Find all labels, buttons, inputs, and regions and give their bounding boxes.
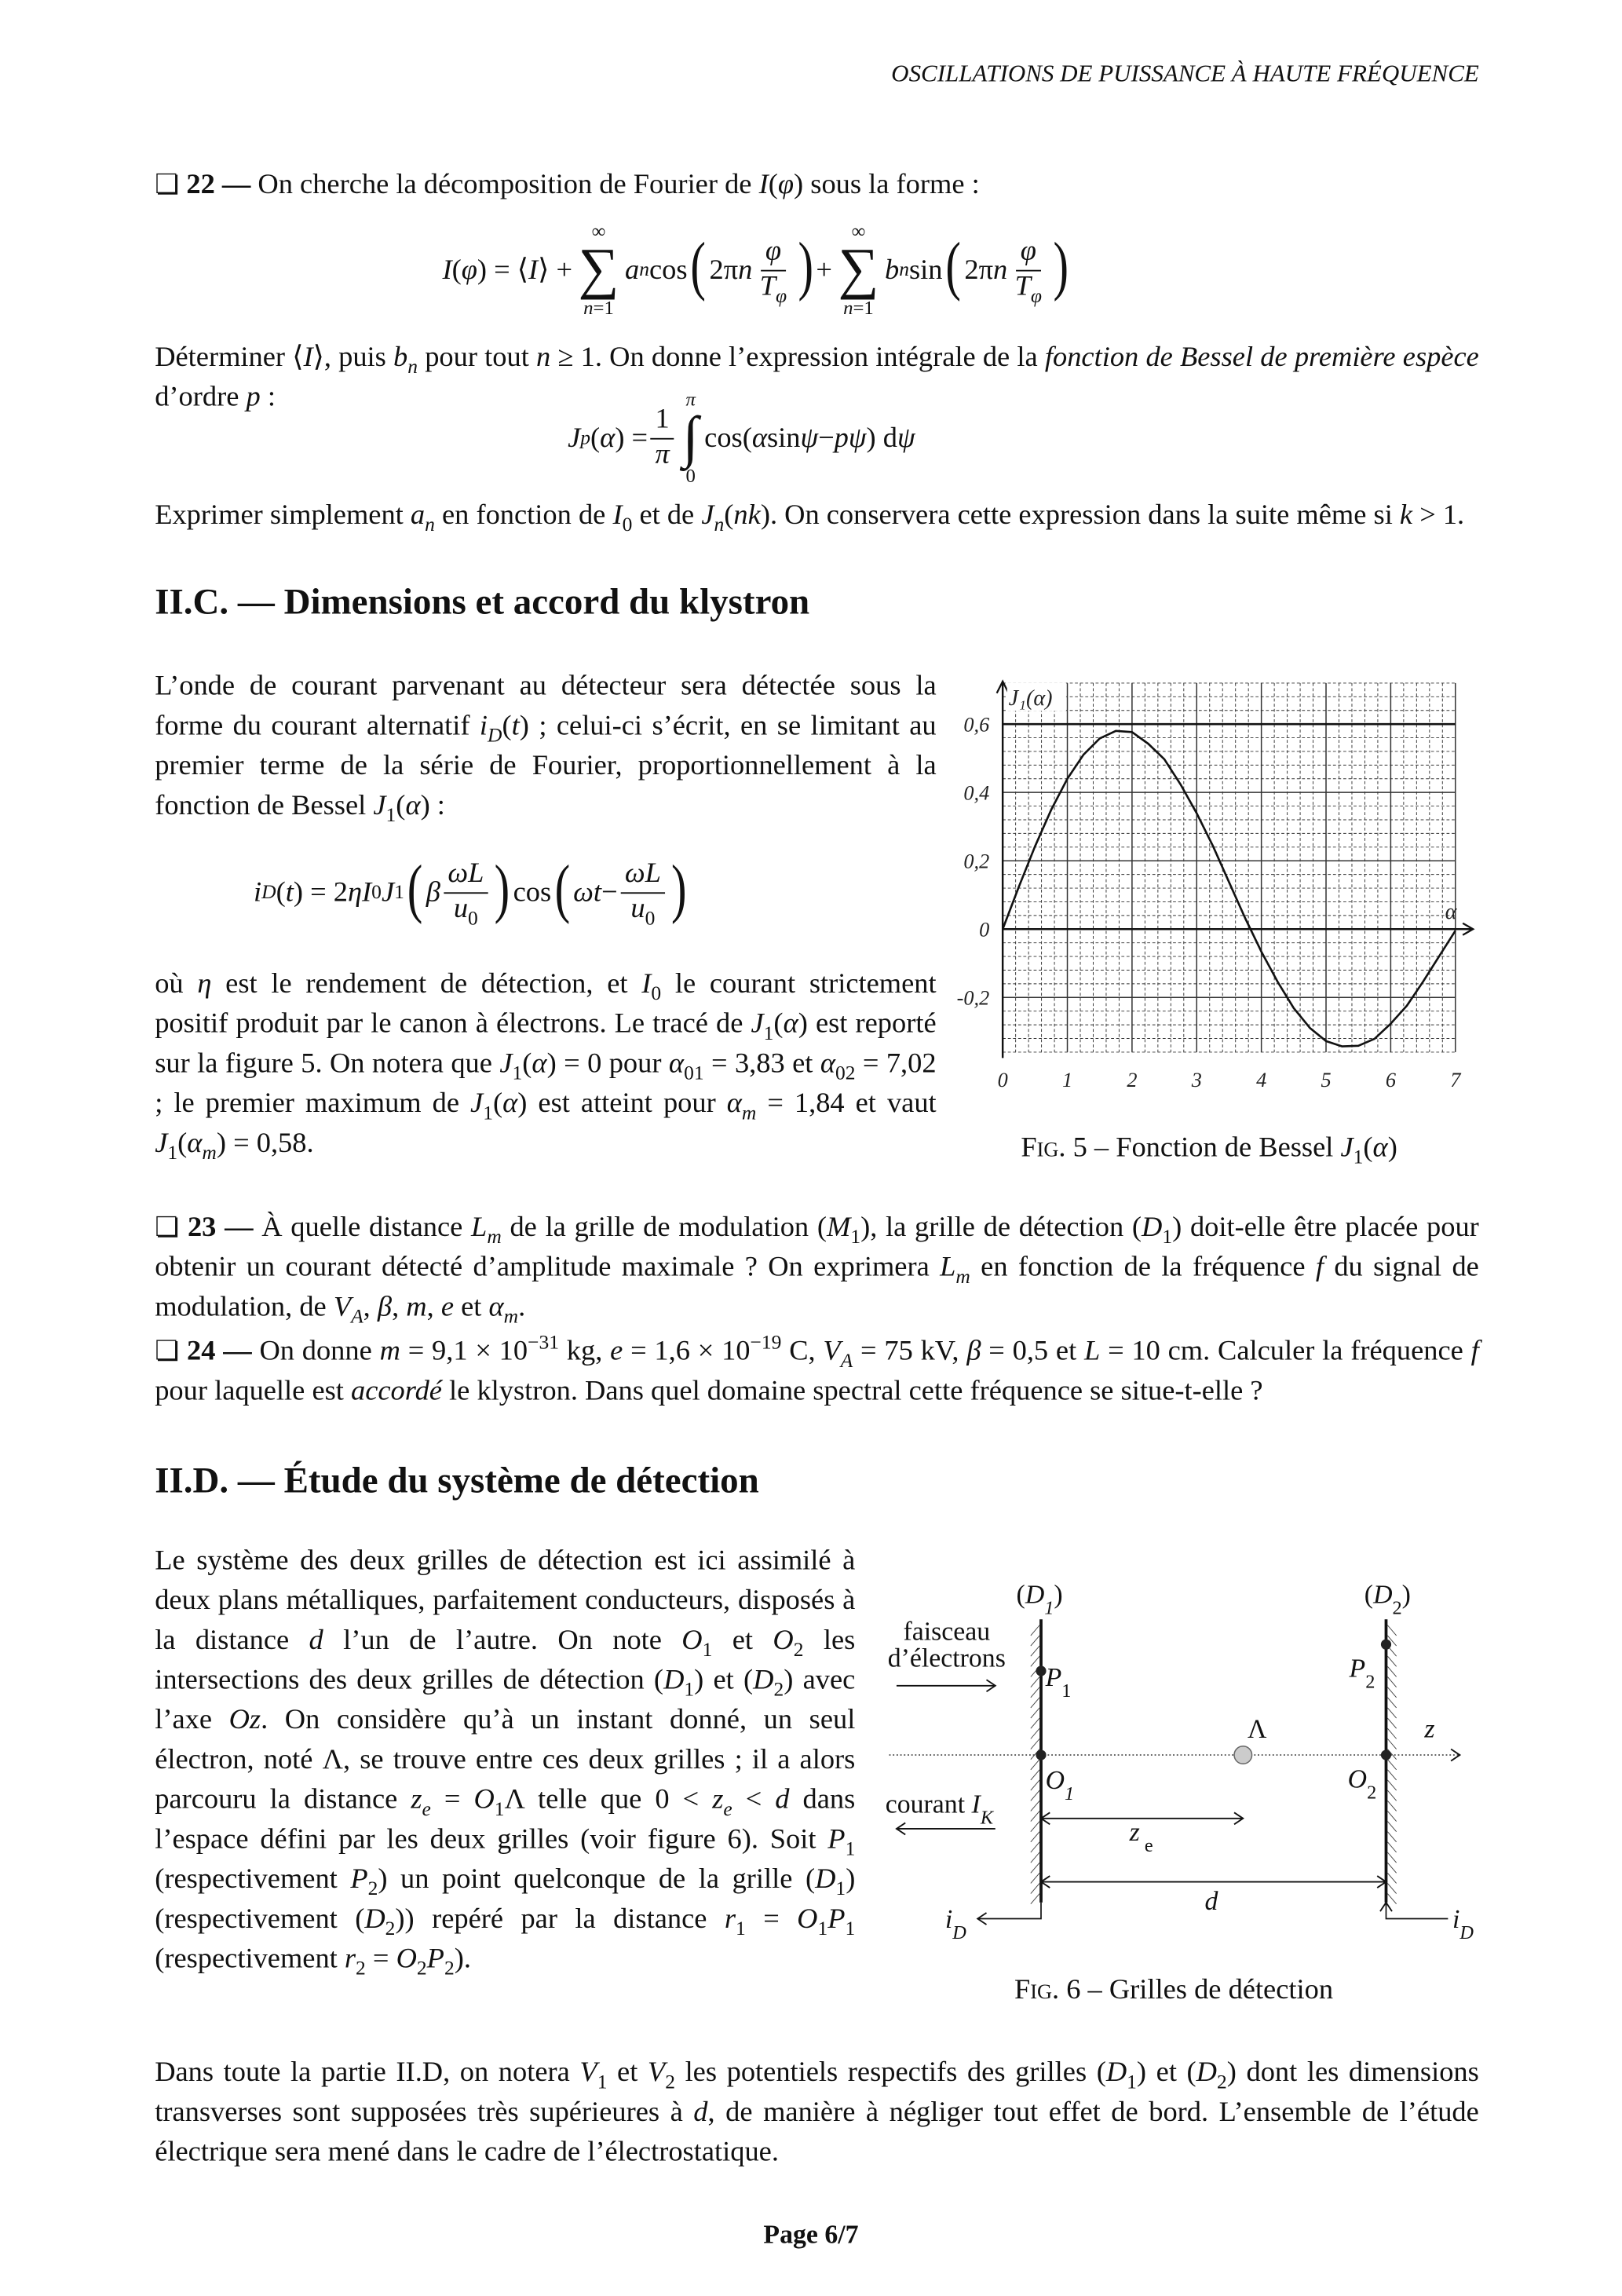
- label-ze: z $_e$: [1129, 1817, 1153, 1856]
- hatch-d1: [1031, 1656, 1039, 1666]
- bessel-plot-paragraph: où η est le rendement de détection, et $I_0$ le courant strictement positif produit par le canon à électrons. Le tracé de $J_1(\alpha)$ est reporté sur la figure 5. On notera que $J_1(\alpha) = 0$ pour $\alpha_{01} = 3,83$ et $\alpha_{02} = 7,02$ ; le premier maximum de $J_1(\alpha)$ est atteint pour $\alpha_m = 1,84$ et vaut $J_1(\alpha_m) = 0,58$.: [155, 968, 937, 1164]
- detection-grids-diagram: [886, 1581, 1474, 1943]
- y-tick-label: 0,2: [963, 850, 990, 873]
- hatch-d2: [1387, 1718, 1396, 1728]
- hatch-d1: [1031, 1852, 1039, 1863]
- hatch-d1: [1031, 1738, 1039, 1749]
- bessel-integral-equation: J p ( α ) = $\frac{1}{\pi}$ π ∫ 0 cos( α sin ψ − pψ ) d ψ: [568, 388, 915, 488]
- fraction: $\frac{\omega L}{u_0}$: [444, 858, 488, 926]
- hatch-d2: [1387, 1811, 1396, 1821]
- x-axis-label: α: [1445, 900, 1457, 925]
- hatch-d1: [1031, 1636, 1039, 1646]
- hatch-d1: [1031, 1873, 1039, 1883]
- hatch-d1: [1031, 1728, 1039, 1738]
- z-axis-arrow: [1451, 1749, 1459, 1761]
- hatch-d2: [1387, 1760, 1396, 1770]
- hatch-d1: [1031, 1687, 1039, 1698]
- point-o2: [1381, 1749, 1391, 1760]
- x-tick-label: 7: [1450, 1069, 1461, 1092]
- summation: ∞ ∑ n=1: [578, 220, 619, 320]
- y-tick-label: 0,4: [963, 781, 990, 805]
- x-tick-label: 4: [1256, 1069, 1267, 1092]
- label-d2: $(D_2)$: [1364, 1580, 1411, 1619]
- y-tick-label: 0,6: [963, 713, 990, 737]
- point-p1: [1036, 1665, 1046, 1676]
- figure-5-caption: Fig. 5 – Fonction de Bessel $J_1(\alpha)$: [1021, 1132, 1397, 1168]
- hatch-d2: [1387, 1822, 1396, 1832]
- express-an-paragraph: Exprimer simplement $a_n$ en fonction de $I_0$ et de $J_n(nk)$. On conservera cette expression dans la suite même si k > 1.: [155, 499, 1465, 536]
- hatch-d2: [1387, 1738, 1396, 1749]
- hatch-d1: [1031, 1863, 1039, 1873]
- electron-lambda: [1234, 1746, 1252, 1764]
- hatch-d2: [1387, 1666, 1396, 1676]
- hatch-d2: [1387, 1790, 1396, 1801]
- hatch-d1: [1031, 1832, 1039, 1842]
- hatch-d1: [1031, 1770, 1039, 1780]
- label-faisceau: faisceau: [903, 1617, 991, 1647]
- hatch-d1: [1031, 1780, 1039, 1790]
- label-p1: $P_1$: [1045, 1662, 1072, 1702]
- question-24: ❏ 24 — On donne $m = 9,1 \times 10^{-31}$ kg, $e = 1,6 \times 10^{-19}$ C, $V_A = 75$ kV, β = 0,5 et L = 10 cm. Calculer la fréquence f pour laquelle est accordé le klystron. Dans quel domaine spectral cette fréquence se situe-t-elle ?: [155, 1331, 1479, 1407]
- hatch-d1: [1031, 1790, 1039, 1801]
- hatch-d2: [1387, 1863, 1396, 1873]
- hatch-d1: [1031, 1625, 1039, 1636]
- x-tick-label: 5: [1321, 1069, 1332, 1092]
- hatch-d1: [1031, 1842, 1039, 1852]
- point-p2: [1381, 1640, 1391, 1650]
- hatch-d1: [1031, 1822, 1039, 1832]
- fourier-equation: I ( φ ) = ⟨ I ⟩ + ∞ ∑ n=1 a n cos ( 2π n $\frac{\varphi}{T_\varphi}$ ) + ∞ ∑ n=1 b n sin ( 2π n $\frac{\varphi}{T_\varphi}$ ): [442, 220, 1069, 320]
- hatch-d2: [1387, 1676, 1396, 1687]
- fraction: $\frac{1}{\pi}$: [651, 404, 674, 472]
- hatch-d1: [1031, 1801, 1039, 1811]
- question-23: ❏ 23 — À quelle distance $L_m$ de la grille de modulation $(M_1)$, la grille de détection $(D_1)$ doit-elle être placée pour obtenir un courant détecté d’amplitude maximale ? On exprimera $L_m$ en fonction de la fréquence f du signal de modulation, de $V_A$, β, m, e et $\alpha_m$.: [155, 1212, 1479, 1328]
- current-wave-paragraph: L’onde de courant parvenant au détecteur sera détectée sous la forme du courant alternatif $i_D(t)$ ; celui-ci s’écrit, en se limitant au premier terme de la série de Fourier, proportionnellement à la fonction de Bessel $J_1(\alpha)$ :: [155, 671, 937, 826]
- y-tick-label: -0,2: [956, 986, 990, 1010]
- section-heading-iid: II.D. — Étude du système de détection: [155, 1461, 759, 1501]
- hatch-d2: [1387, 1894, 1396, 1904]
- id-right-wire: [1386, 1903, 1448, 1919]
- hatch-d1: [1031, 1718, 1039, 1728]
- x-tick-label: 2: [1127, 1069, 1138, 1092]
- label-current-ik: courant $I_K$: [885, 1790, 994, 1828]
- y-tick-label: 0: [979, 918, 990, 941]
- running-header: OSCILLATIONS DE PUISSANCE À HAUTE FRÉQUENCE: [891, 59, 1479, 87]
- section-heading-iic: II.C. — Dimensions et accord du klystron: [155, 582, 810, 623]
- detected-current-equation: i D ( t ) = 2 ηI 0 J 1 ( β $\frac{\omega L}{u_0}$ ) cos ( ωt − $\frac{\omega L}{u_0}$ ): [254, 851, 688, 929]
- label-p2: $P_2$: [1349, 1654, 1375, 1692]
- hatch-d2: [1387, 1883, 1396, 1893]
- x-tick-label: 0: [997, 1069, 1008, 1092]
- point-o1: [1036, 1749, 1046, 1760]
- page-number: Page 6/7: [763, 2219, 859, 2250]
- hatch-d1: [1031, 1646, 1039, 1656]
- bessel-curve: [1003, 731, 1456, 1047]
- fraction: $\frac{\varphi}{T_\varphi}$: [759, 236, 787, 306]
- fraction: $\frac{\omega L}{u_0}$: [620, 858, 665, 926]
- x-tick-label: 3: [1191, 1069, 1202, 1092]
- question-number: 22 —: [186, 169, 251, 201]
- hatch-d2: [1387, 1852, 1396, 1863]
- grids-description-paragraph: Le système des deux grilles de détection est ici assimilé à deux plans métalliques, parfaitement conducteurs, disposés à la distance d l’un de l’autre. On note $O_1$ et $O_2$ les intersections des deux grilles de détection $(D_1)$ et $(D_2)$ avec l’axe Oz. On considère qu’à un instant donné, un seul électron, noté Λ, se trouve entre ces deux grilles ; il a alors parcouru la distance $z_e = O_1\Lambda$ telle que $0 < z_e < d$ dans l’espace défini par les deux grilles (voir figure 6). Soit $P_1$ (respectivement $P_2$) un point quelconque de la grille $(D_1)$ (respectivement $(D_2)$) repéré par la distance $r_1 = O_1P_1$ (respectivement $r_2 = O_2P_2$).: [155, 1545, 856, 1980]
- potentials-paragraph: Dans toute la partie II.D, on notera $V_1$ et $V_2$ les potentiels respectifs des grilles $(D_1)$ et $(D_2)$ dont les dimensions transverses sont supposées très supérieures à d, de manière à négliger tout effet de bord. L’ensemble de l’étude électrique sera mené dans le cadre de l’électrostatique.: [155, 2057, 1479, 2168]
- hatch-d2: [1387, 1698, 1396, 1708]
- label-id-right: $i_D$: [1452, 1904, 1474, 1943]
- checkbox-icon: ❏: [155, 1336, 180, 1366]
- y-axis-label: J₁(α): [1008, 686, 1053, 711]
- hatch-d2: [1387, 1625, 1396, 1636]
- hatch-d1: [1031, 1708, 1039, 1718]
- bessel-chart: [957, 682, 1474, 1091]
- fraction: $\frac{\varphi}{T_\varphi}$: [1014, 236, 1043, 306]
- hatch-d2: [1387, 1780, 1396, 1790]
- hatch-d2: [1387, 1770, 1396, 1780]
- hatch-d1: [1031, 1811, 1039, 1821]
- id-left-wire: [977, 1903, 1041, 1919]
- hatch-d2: [1387, 1708, 1396, 1718]
- label-electrons: d’électrons: [887, 1643, 1006, 1673]
- hatch-d2: [1387, 1687, 1396, 1698]
- hatch-d1: [1031, 1760, 1039, 1770]
- label-d1: $(D_1)$: [1016, 1580, 1063, 1619]
- summation: ∞ ∑ n=1: [838, 220, 879, 320]
- hatch-d2: [1387, 1656, 1396, 1666]
- label-lambda: Λ: [1247, 1714, 1267, 1744]
- checkbox-icon: ❏: [155, 1212, 180, 1242]
- hatch-d2: [1387, 1873, 1396, 1883]
- bessel-intro-paragraph: Déterminer ⟨I⟩, puis $b_n$ pour tout n ≥ 1. On donne l’expression intégrale de la fonction de Bessel de première espèce d’ordre p :: [155, 342, 1479, 413]
- integral: π ∫ 0: [682, 388, 699, 488]
- label-z: z: [1424, 1714, 1435, 1744]
- hatch-d1: [1031, 1883, 1039, 1893]
- question-22: ❏ 22 — On cherche la décomposition de Fourier de I(φ) sous la forme :: [155, 169, 980, 201]
- hatch-d2: [1387, 1728, 1396, 1738]
- checkbox-icon: ❏: [155, 169, 180, 199]
- hatch-d1: [1031, 1698, 1039, 1708]
- hatch-d1: [1031, 1676, 1039, 1687]
- hatch-d1: [1031, 1894, 1039, 1904]
- label-o2: $O_2$: [1347, 1764, 1377, 1803]
- question-number: 24 —: [187, 1336, 252, 1368]
- label-o1: $O_1$: [1045, 1766, 1075, 1804]
- question-number: 23 —: [187, 1212, 254, 1244]
- figure-6-caption: Fig. 6 – Grilles de détection: [1014, 1974, 1334, 2006]
- hatch-d2: [1387, 1842, 1396, 1852]
- hatch-d2: [1387, 1801, 1396, 1811]
- hatch-d2: [1387, 1832, 1396, 1842]
- label-d: d: [1204, 1887, 1218, 1917]
- x-tick-label: 1: [1061, 1069, 1073, 1092]
- label-id-left: $i_D$: [944, 1904, 966, 1943]
- x-tick-label: 6: [1385, 1069, 1396, 1092]
